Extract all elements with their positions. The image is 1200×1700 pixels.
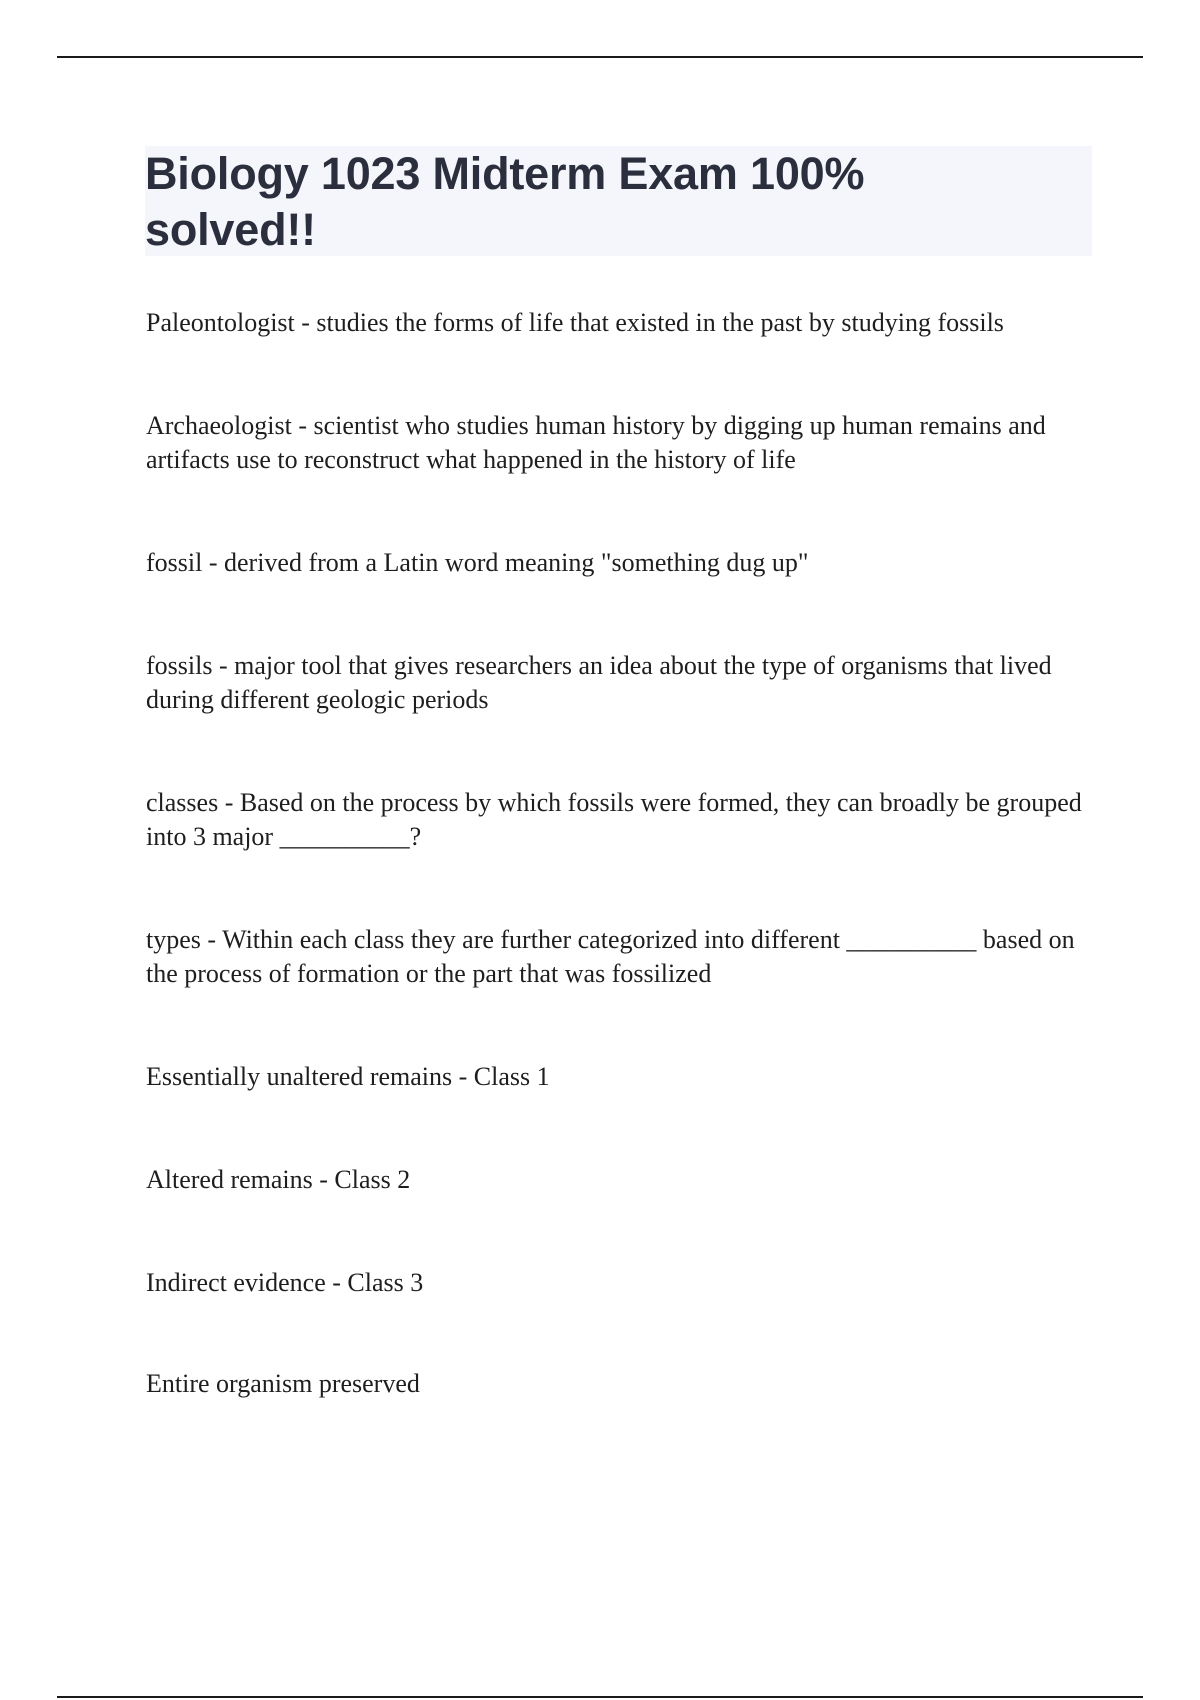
entry-paleontologist: Paleontologist - studies the forms of life that existed in the past by studying fossils: [146, 308, 1004, 337]
entry-fossils: fossils - major tool that gives researchers an idea about the type of organisms that lived during different geologic periods: [146, 651, 1052, 714]
entry-class-1: Essentially unaltered remains - Class 1: [146, 1062, 550, 1091]
entry-class-2: Altered remains - Class 2: [146, 1165, 411, 1194]
top-rule: [57, 56, 1143, 58]
entry-types: types - Within each class they are further categorized into different __________ based on the process of formation or the part that was fossilized: [146, 925, 1075, 988]
entry-class-3: Indirect evidence - Class 3: [146, 1268, 424, 1297]
title-banner: [145, 146, 1092, 256]
entry-entire-organism: Entire organism preserved: [146, 1369, 420, 1398]
entry-fossil: fossil - derived from a Latin word meaning "something dug up": [146, 548, 809, 577]
entry-classes: classes - Based on the process by which fossils were formed, they can broadly be grouped into 3 major __________?: [146, 788, 1082, 851]
bottom-rule: [57, 1696, 1143, 1698]
entry-archaeologist: Archaeologist - scientist who studies human history by digging up human remains and artifacts use to reconstruct what happened in the history of life: [146, 411, 1046, 474]
page-title: Biology 1023 Midterm Exam 100% solved!!: [145, 148, 865, 255]
